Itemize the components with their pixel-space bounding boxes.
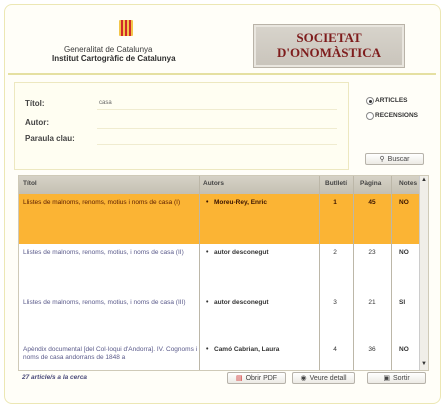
row-butlleti: 1 bbox=[333, 199, 337, 206]
bullet-icon: • bbox=[206, 249, 209, 256]
org-name: Generalitat de Catalunya bbox=[64, 45, 153, 54]
recensions-radio[interactable] bbox=[366, 112, 374, 120]
row-author bbox=[206, 249, 309, 257]
row-title: Llistes de malnoms, renoms, motius, i noms de casa (III) bbox=[23, 299, 186, 306]
recensions-label[interactable]: RECENSIONS bbox=[375, 112, 418, 119]
veure-detall-button[interactable] bbox=[292, 372, 355, 384]
buscar-button[interactable] bbox=[365, 153, 424, 165]
bullet-icon: • bbox=[206, 199, 209, 206]
scroll-down-icon[interactable]: ▼ bbox=[421, 361, 427, 367]
row-title: Apèndix documental [del Col·loqui d'Andorra]. IV. Cognoms i noms de casa andorrans de 1848 a bbox=[23, 346, 198, 361]
pdf-icon: ▤ bbox=[235, 375, 243, 382]
row-author bbox=[206, 199, 309, 207]
row-author-text: Camó Cabrian, Laura bbox=[214, 346, 280, 353]
row-notes: NO bbox=[399, 249, 409, 256]
eye-icon: ◉ bbox=[300, 375, 307, 382]
exit-icon: ▣ bbox=[383, 375, 390, 382]
col-divider bbox=[391, 176, 392, 370]
generalitat-logo-icon bbox=[119, 20, 133, 36]
societat-logo bbox=[253, 24, 405, 68]
table-row[interactable] bbox=[19, 244, 419, 294]
col-butlleti[interactable]: Butlletí bbox=[325, 180, 348, 187]
row-author-text: autor desconegut bbox=[214, 249, 269, 256]
header bbox=[10, 8, 435, 70]
autor-label: Autor: bbox=[25, 118, 49, 127]
row-butlleti: 2 bbox=[333, 249, 337, 256]
row-butlleti: 4 bbox=[333, 346, 337, 353]
institute-name: Institut Cartogràfic de Catalunya bbox=[52, 54, 176, 63]
search-form bbox=[14, 82, 349, 170]
paraula-clau-label: Paraula clau: bbox=[25, 134, 75, 143]
row-author bbox=[206, 346, 309, 354]
paraula-clau-underline bbox=[97, 144, 337, 145]
row-title: Llistes de malnoms, renoms, motius i noms de casa (I) bbox=[23, 199, 181, 206]
titol-underline bbox=[97, 109, 337, 110]
bullet-icon: • bbox=[206, 346, 209, 353]
articles-radio[interactable] bbox=[366, 97, 374, 105]
scroll-up-icon[interactable]: ▲ bbox=[421, 177, 427, 183]
row-notes: NO bbox=[399, 199, 409, 206]
col-divider bbox=[319, 176, 320, 370]
obrir-pdf-label: Obrir PDF bbox=[245, 374, 278, 382]
row-author-text: Moreu-Rey, Enric bbox=[214, 199, 267, 206]
sortir-label: Sortir bbox=[392, 374, 410, 382]
col-autors[interactable]: Autors bbox=[203, 180, 224, 187]
search-icon: ⚲ bbox=[379, 156, 385, 163]
obrir-pdf-button[interactable] bbox=[227, 372, 286, 384]
col-notes[interactable]: Notes bbox=[399, 180, 418, 187]
table-row[interactable] bbox=[19, 294, 419, 344]
table-scrollbar[interactable] bbox=[419, 176, 428, 370]
articles-label[interactable]: ARTICLES bbox=[375, 97, 408, 104]
table-header bbox=[19, 176, 419, 194]
veure-detall-label: Veure detall bbox=[309, 374, 347, 382]
titol-input[interactable]: casa bbox=[99, 100, 112, 106]
col-pagina[interactable]: Pàgina bbox=[360, 180, 382, 187]
row-pagina: 36 bbox=[368, 346, 376, 353]
row-title: Llistes de malnoms, renoms, motius, i noms de casa (II) bbox=[23, 249, 184, 256]
row-author bbox=[206, 299, 309, 307]
header-divider bbox=[8, 73, 436, 75]
table-row[interactable] bbox=[19, 344, 419, 370]
row-pagina: 45 bbox=[368, 199, 376, 206]
bullet-icon: • bbox=[206, 299, 209, 306]
row-notes: SI bbox=[399, 299, 406, 306]
autor-underline bbox=[97, 128, 337, 129]
row-pagina: 23 bbox=[368, 249, 376, 256]
col-titol[interactable]: Títol bbox=[23, 180, 37, 187]
results-table bbox=[18, 175, 429, 371]
col-divider bbox=[353, 176, 354, 370]
row-pagina: 21 bbox=[368, 299, 376, 306]
row-author-text: autor desconegut bbox=[214, 299, 269, 306]
titol-label: Títol: bbox=[25, 99, 45, 108]
col-divider bbox=[199, 176, 200, 370]
table-row[interactable] bbox=[19, 194, 419, 244]
societat-line1: SOCIETAT bbox=[296, 30, 362, 45]
row-butlleti: 3 bbox=[333, 299, 337, 306]
sortir-button[interactable] bbox=[367, 372, 426, 384]
societat-line2: D'ONOMÀSTICA bbox=[276, 45, 381, 60]
row-notes: NO bbox=[399, 346, 409, 353]
results-count: 27 article/s a la cerca bbox=[22, 374, 88, 381]
buscar-label: Buscar bbox=[387, 155, 410, 163]
